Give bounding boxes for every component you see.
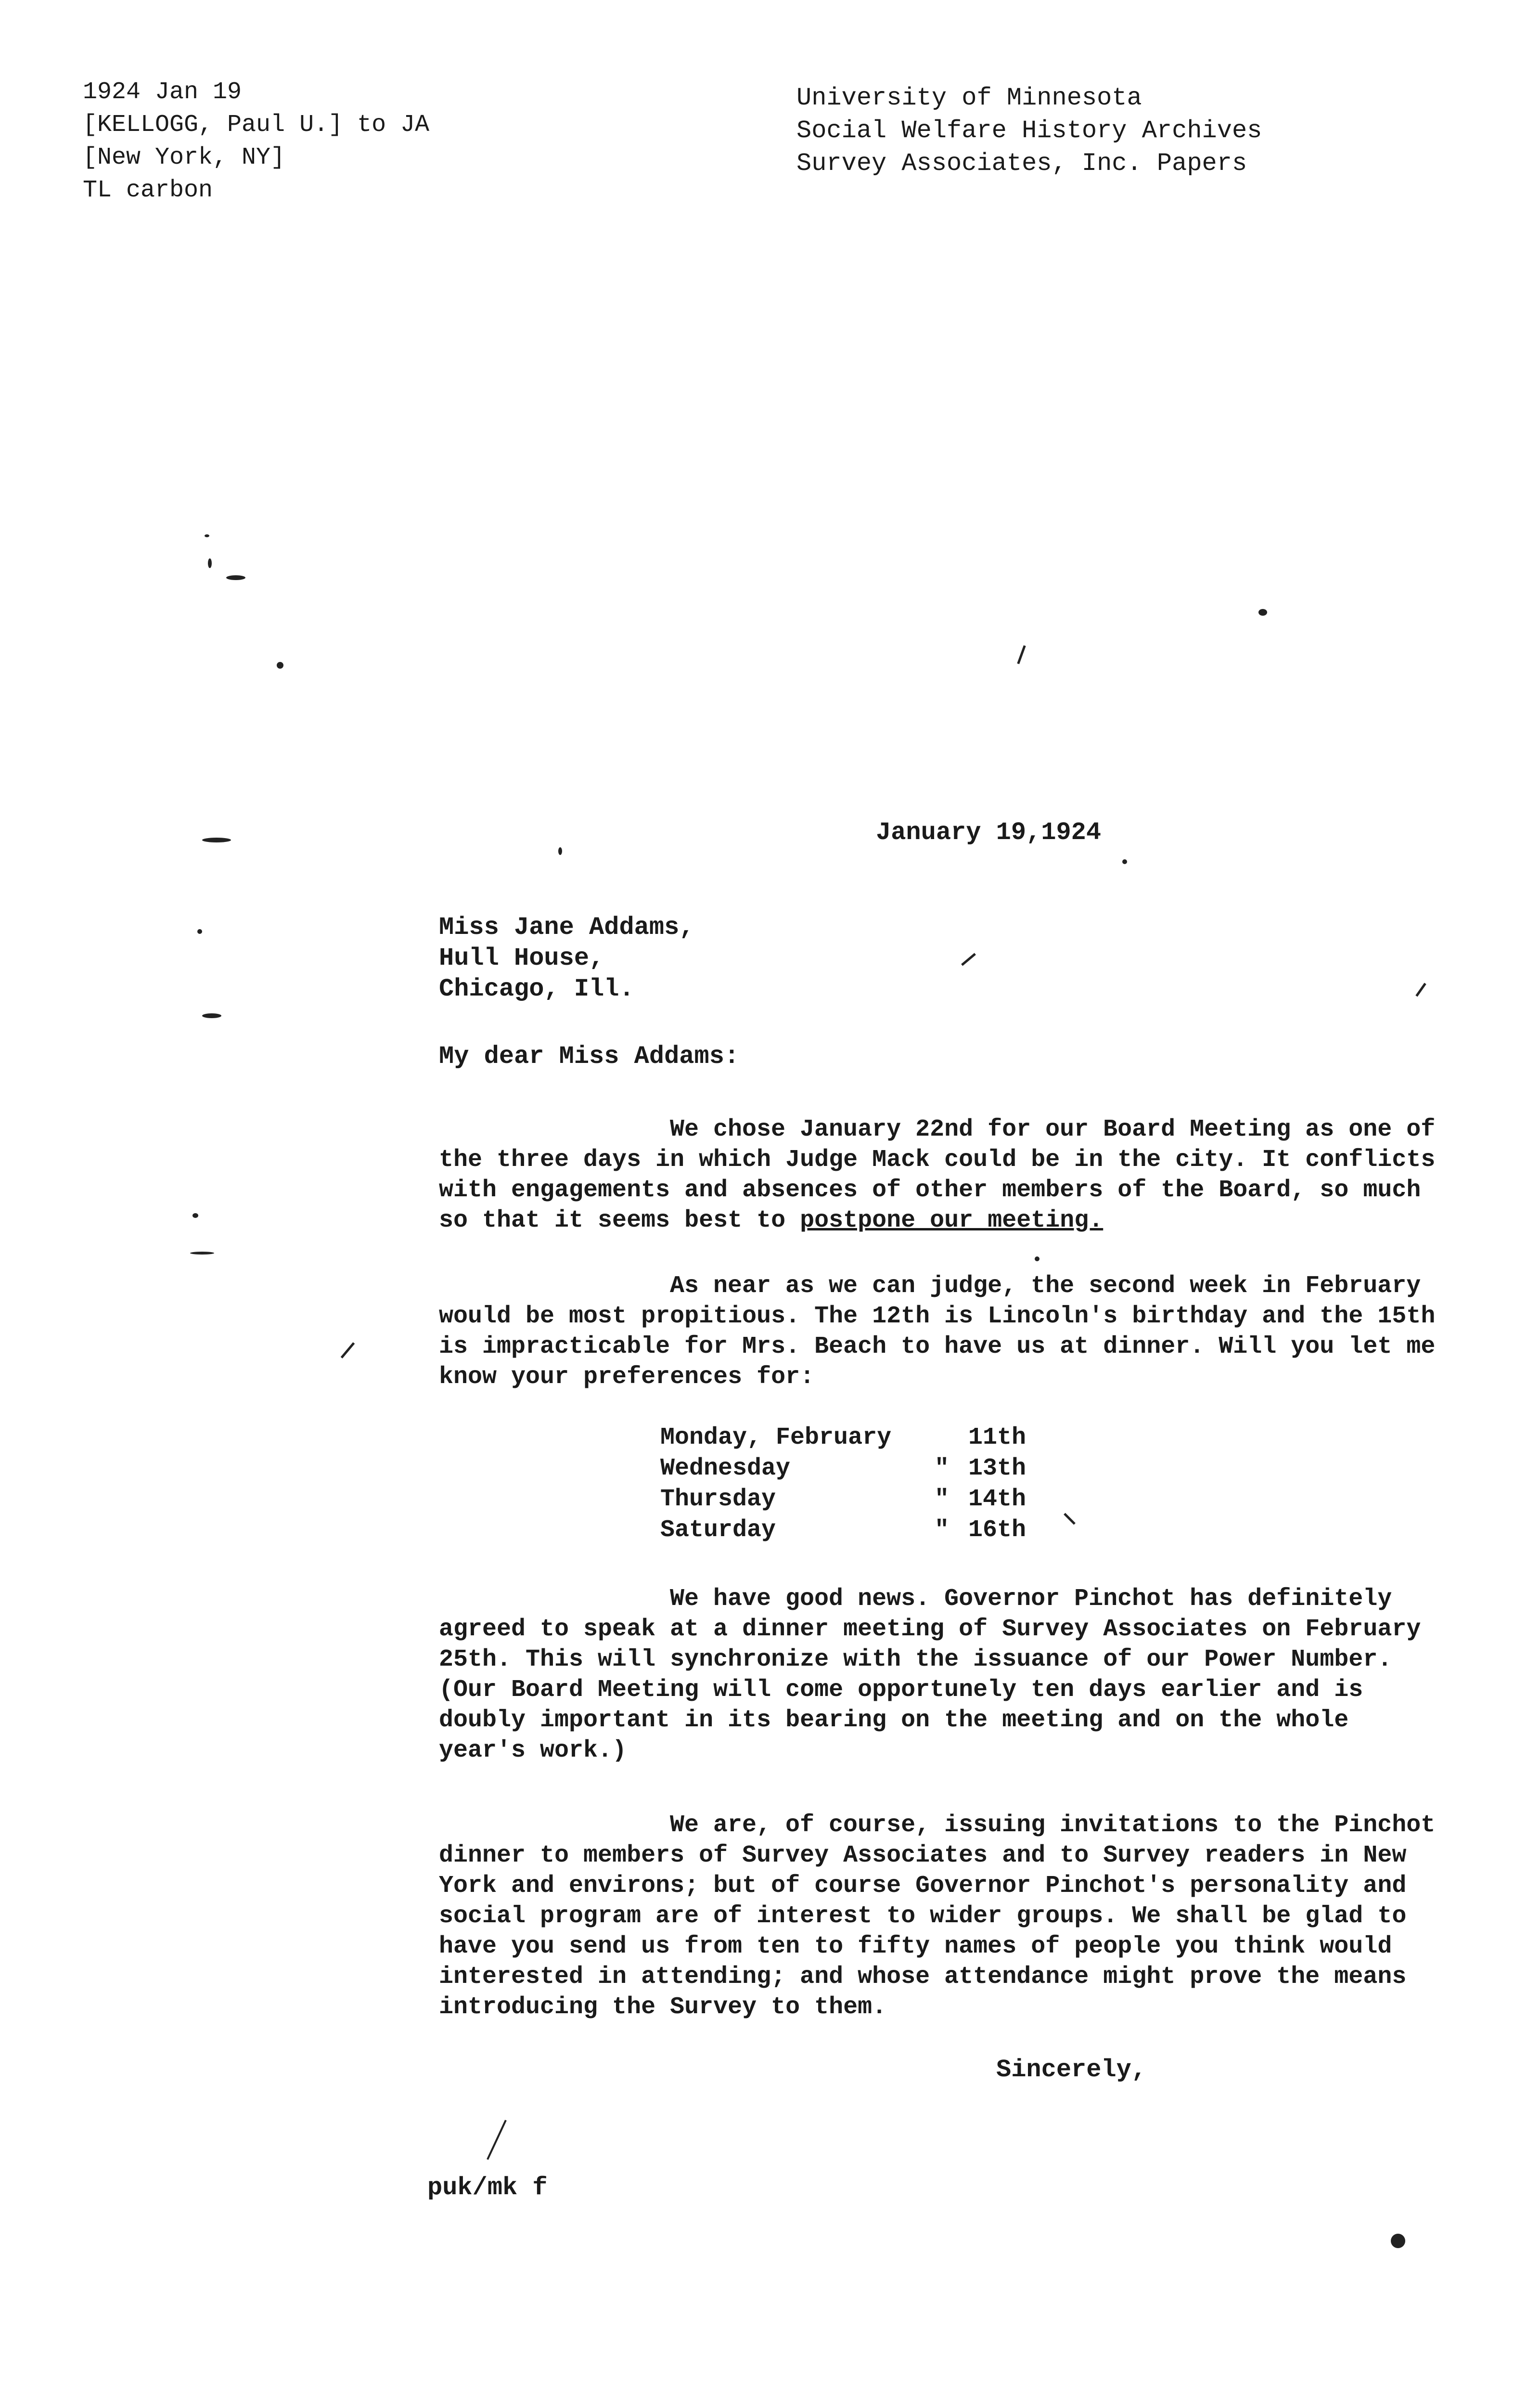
archive-attribution bbox=[796, 82, 1262, 180]
scan-speck bbox=[1391, 2234, 1405, 2248]
scan-stroke bbox=[1017, 645, 1026, 664]
catalog-format: TL carbon bbox=[83, 177, 213, 204]
paragraph-text: We have good news. Governor Pinchot has definitely agreed to speak at a dinner meeting of Survey Associates on February 25th. This will synchronize with the issuance of our Power Number. (Our Board Meeting will come opportunely ten days earlier and is doubly important in its bearing on the meeting and on the whole year's work.) bbox=[439, 1585, 1421, 1764]
letter-date: January 19,1924 bbox=[876, 818, 1102, 847]
address-line: Chicago, Ill. bbox=[439, 975, 634, 1003]
date-option bbox=[660, 1423, 1045, 1453]
scan-speck bbox=[226, 575, 245, 580]
scan-speck bbox=[192, 1213, 198, 1218]
scan-stroke bbox=[1064, 1513, 1076, 1525]
archive-collection: Social Welfare History Archives bbox=[796, 116, 1262, 145]
scan-stroke bbox=[1415, 983, 1426, 996]
date-option-num: 11th bbox=[968, 1424, 1027, 1451]
postpone-meeting-phrase: postpone our meeting. bbox=[800, 1207, 1104, 1234]
date-option-mark: " bbox=[934, 1486, 949, 1513]
paragraph-board-meeting bbox=[439, 1114, 1440, 1236]
catalog-correspondents: [KELLOGG, Paul U.] to JA bbox=[83, 111, 430, 139]
date-options-list bbox=[660, 1423, 1045, 1546]
scan-stroke bbox=[487, 2120, 507, 2160]
typist-initials: puk/mk f bbox=[427, 2174, 548, 2202]
scan-stroke bbox=[961, 953, 976, 966]
paragraph-february-dates bbox=[439, 1271, 1440, 1392]
date-option-mark: " bbox=[934, 1455, 949, 1482]
scan-speck bbox=[277, 662, 283, 669]
date-option-day: Monday, February bbox=[660, 1424, 892, 1451]
date-option-day: Saturday bbox=[660, 1516, 776, 1544]
date-option bbox=[660, 1453, 1045, 1484]
catalog-metadata bbox=[83, 76, 429, 207]
date-option-day: Thursday bbox=[660, 1486, 776, 1513]
scan-speck bbox=[1122, 859, 1127, 864]
date-option-num: 14th bbox=[968, 1486, 1027, 1513]
date-option bbox=[660, 1515, 1045, 1546]
scan-speck bbox=[558, 847, 562, 855]
closing: Sincerely, bbox=[996, 2056, 1147, 2084]
date-option-mark: " bbox=[934, 1516, 949, 1544]
paragraph-text: As near as we can judge, the second week in February would be most propitious. The 12th is Lincoln's birthday and the 15th is impracticable for Mrs. Beach to have us at dinner. Will you let me know your preferences for: bbox=[439, 1272, 1436, 1391]
archive-papers: Survey Associates, Inc. Papers bbox=[796, 149, 1247, 178]
scan-speck bbox=[205, 534, 209, 537]
address-line: Hull House, bbox=[439, 944, 604, 972]
scan-speck bbox=[190, 1252, 214, 1255]
archive-institution: University of Minnesota bbox=[796, 84, 1142, 112]
date-option-num: 13th bbox=[968, 1455, 1027, 1482]
date-option-num: 16th bbox=[968, 1516, 1027, 1544]
paragraph-text: We are, of course, issuing invitations to the Pinchot dinner to members of Survey Associates and to Survey readers in New York and environs; but of course Governor Pinchot's personality and social program are of interest to wider groups. We shall be glad to have you send us from ten to fifty names of people you think would interested in attending; and whose attendance might prove the means introducing the Survey to them. bbox=[439, 1812, 1436, 2021]
paragraph-invitations bbox=[439, 1810, 1440, 2022]
address-line: Miss Jane Addams, bbox=[439, 913, 694, 942]
catalog-date: 1924 Jan 19 bbox=[83, 78, 242, 106]
paragraph-pinchot-news bbox=[439, 1584, 1440, 1766]
date-option-mark bbox=[915, 1423, 968, 1453]
scan-speck bbox=[1258, 609, 1267, 616]
date-option-day: Wednesday bbox=[660, 1455, 791, 1482]
salutation: My dear Miss Addams: bbox=[439, 1042, 740, 1071]
recipient-address bbox=[439, 912, 694, 1005]
date-option bbox=[660, 1484, 1045, 1515]
catalog-place: [New York, NY] bbox=[83, 144, 285, 171]
scan-speck bbox=[1035, 1256, 1040, 1261]
paragraph-text: We chose January 22nd for our Board Meeting as one of the three days in which Judge Mack could be in the city. It conflicts with engagements and absences of other members of the Board, so much so that it seems best to bbox=[439, 1116, 1436, 1234]
scan-speck bbox=[197, 929, 202, 934]
scan-stroke bbox=[341, 1342, 355, 1359]
scan-speck bbox=[202, 838, 231, 842]
scan-speck bbox=[202, 1013, 221, 1018]
scan-speck bbox=[208, 558, 212, 568]
